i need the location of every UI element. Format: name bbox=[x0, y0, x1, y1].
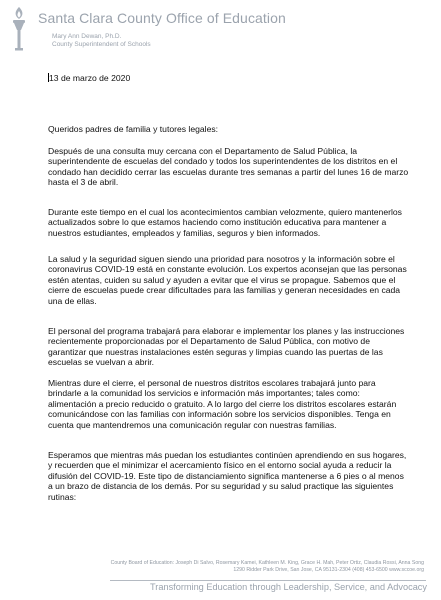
paragraph: La salud y la seguridad siguen siendo una prioridad para nosotros y la información sobre el coronavirus COVID-19 está en constante evolución. Los expertos aconsejan que las personas estén atentas, cuiden su salud y ayuden a evitar que el virus se propague. Sabemos que el cierre de escuelas puede crear dificultades para las familias y generan necesidades en cada una de ellas. bbox=[48, 254, 407, 306]
footer-tagline: Transforming Education through Leadership, Service, and Advocacy bbox=[150, 582, 427, 592]
paragraph: Después de una consulta muy cercana con el Departamento de Salud Pública, la superintendente de escuelas del condado y todos los superintendentes de los distritos en el condado han decidido cerrar las escuelas durante tres semanas a partir del lunes 16 de marzo hasta el 3 de abril. bbox=[48, 146, 409, 188]
paragraph: Durante este tiempo en el cual los acontecimientos cambian velozmente, quiero mantenerlos actualizados sobre lo que estamos haciendo como institución educativa para mantener a nuestros estudiantes, empleados y familias, seguros y bien informados. bbox=[48, 207, 402, 238]
address-line: 1290 Ridder Park Drive, San Jose, CA 95131-2304 (408) 453-6500 www.sccoe.org bbox=[233, 567, 424, 573]
torch-logo-icon bbox=[6, 4, 32, 54]
org-name: Santa Clara County Office of Education bbox=[38, 10, 286, 26]
paragraph: El personal del programa trabajará para elaborar e implementar los planes y las instrucciones recientemente proporcionadas por el Departamento de Salud Pública, con motivo de garantizar que nuestras instalaciones estén seguras y limpias cuando las puertas de las escuelas se vuelvan a abrir. bbox=[48, 326, 405, 368]
letterhead bbox=[6, 4, 306, 64]
letter-date-line bbox=[48, 73, 410, 83]
superintendent-title: County Superintendent of Schools bbox=[52, 41, 151, 48]
paragraph: Esperamos que mientras más puedan los estudiantes continúen aprendiendo en sus hogares, y recuerden que el minimizar el acercamiento físico en el entorno social ayuda a reducir la difusión del COVID-19. Este tipo de distanciamiento significa mantenerse a 6 pies o al menos a un brazo de distancia de los demás. Por su seguridad y su salud practique las siguientes rutinas: bbox=[48, 450, 407, 502]
board-members-line: County Board of Education: Joseph Di Salvo, Rosemary Kamei, Kathleen M. King, Grace H. Mah, Peter Ortiz, Claudia Rossi, Anna Song bbox=[110, 560, 424, 566]
paragraph: Mientras dure el cierre, el personal de nuestros distritos escolares trabajará junto para brindarle a la comunidad los servicios e información más importantes; tales como: alimentación a precio reducido o gratuito. A lo largo del cierre los distritos escolares estarán comunicándose con las familias con información sobre los servicios disponibles. Tenga en cuenta que mantendremos una comunicación regular con nuestras familias. bbox=[48, 378, 397, 430]
salutation: Queridos padres de familia y tutores legales: bbox=[48, 124, 219, 134]
footer-divider bbox=[110, 580, 426, 581]
board-info bbox=[94, 560, 424, 574]
superintendent-name: Mary Ann Dewan, Ph.D. bbox=[52, 33, 122, 40]
letter-date: 13 de marzo de 2020 bbox=[49, 73, 131, 83]
